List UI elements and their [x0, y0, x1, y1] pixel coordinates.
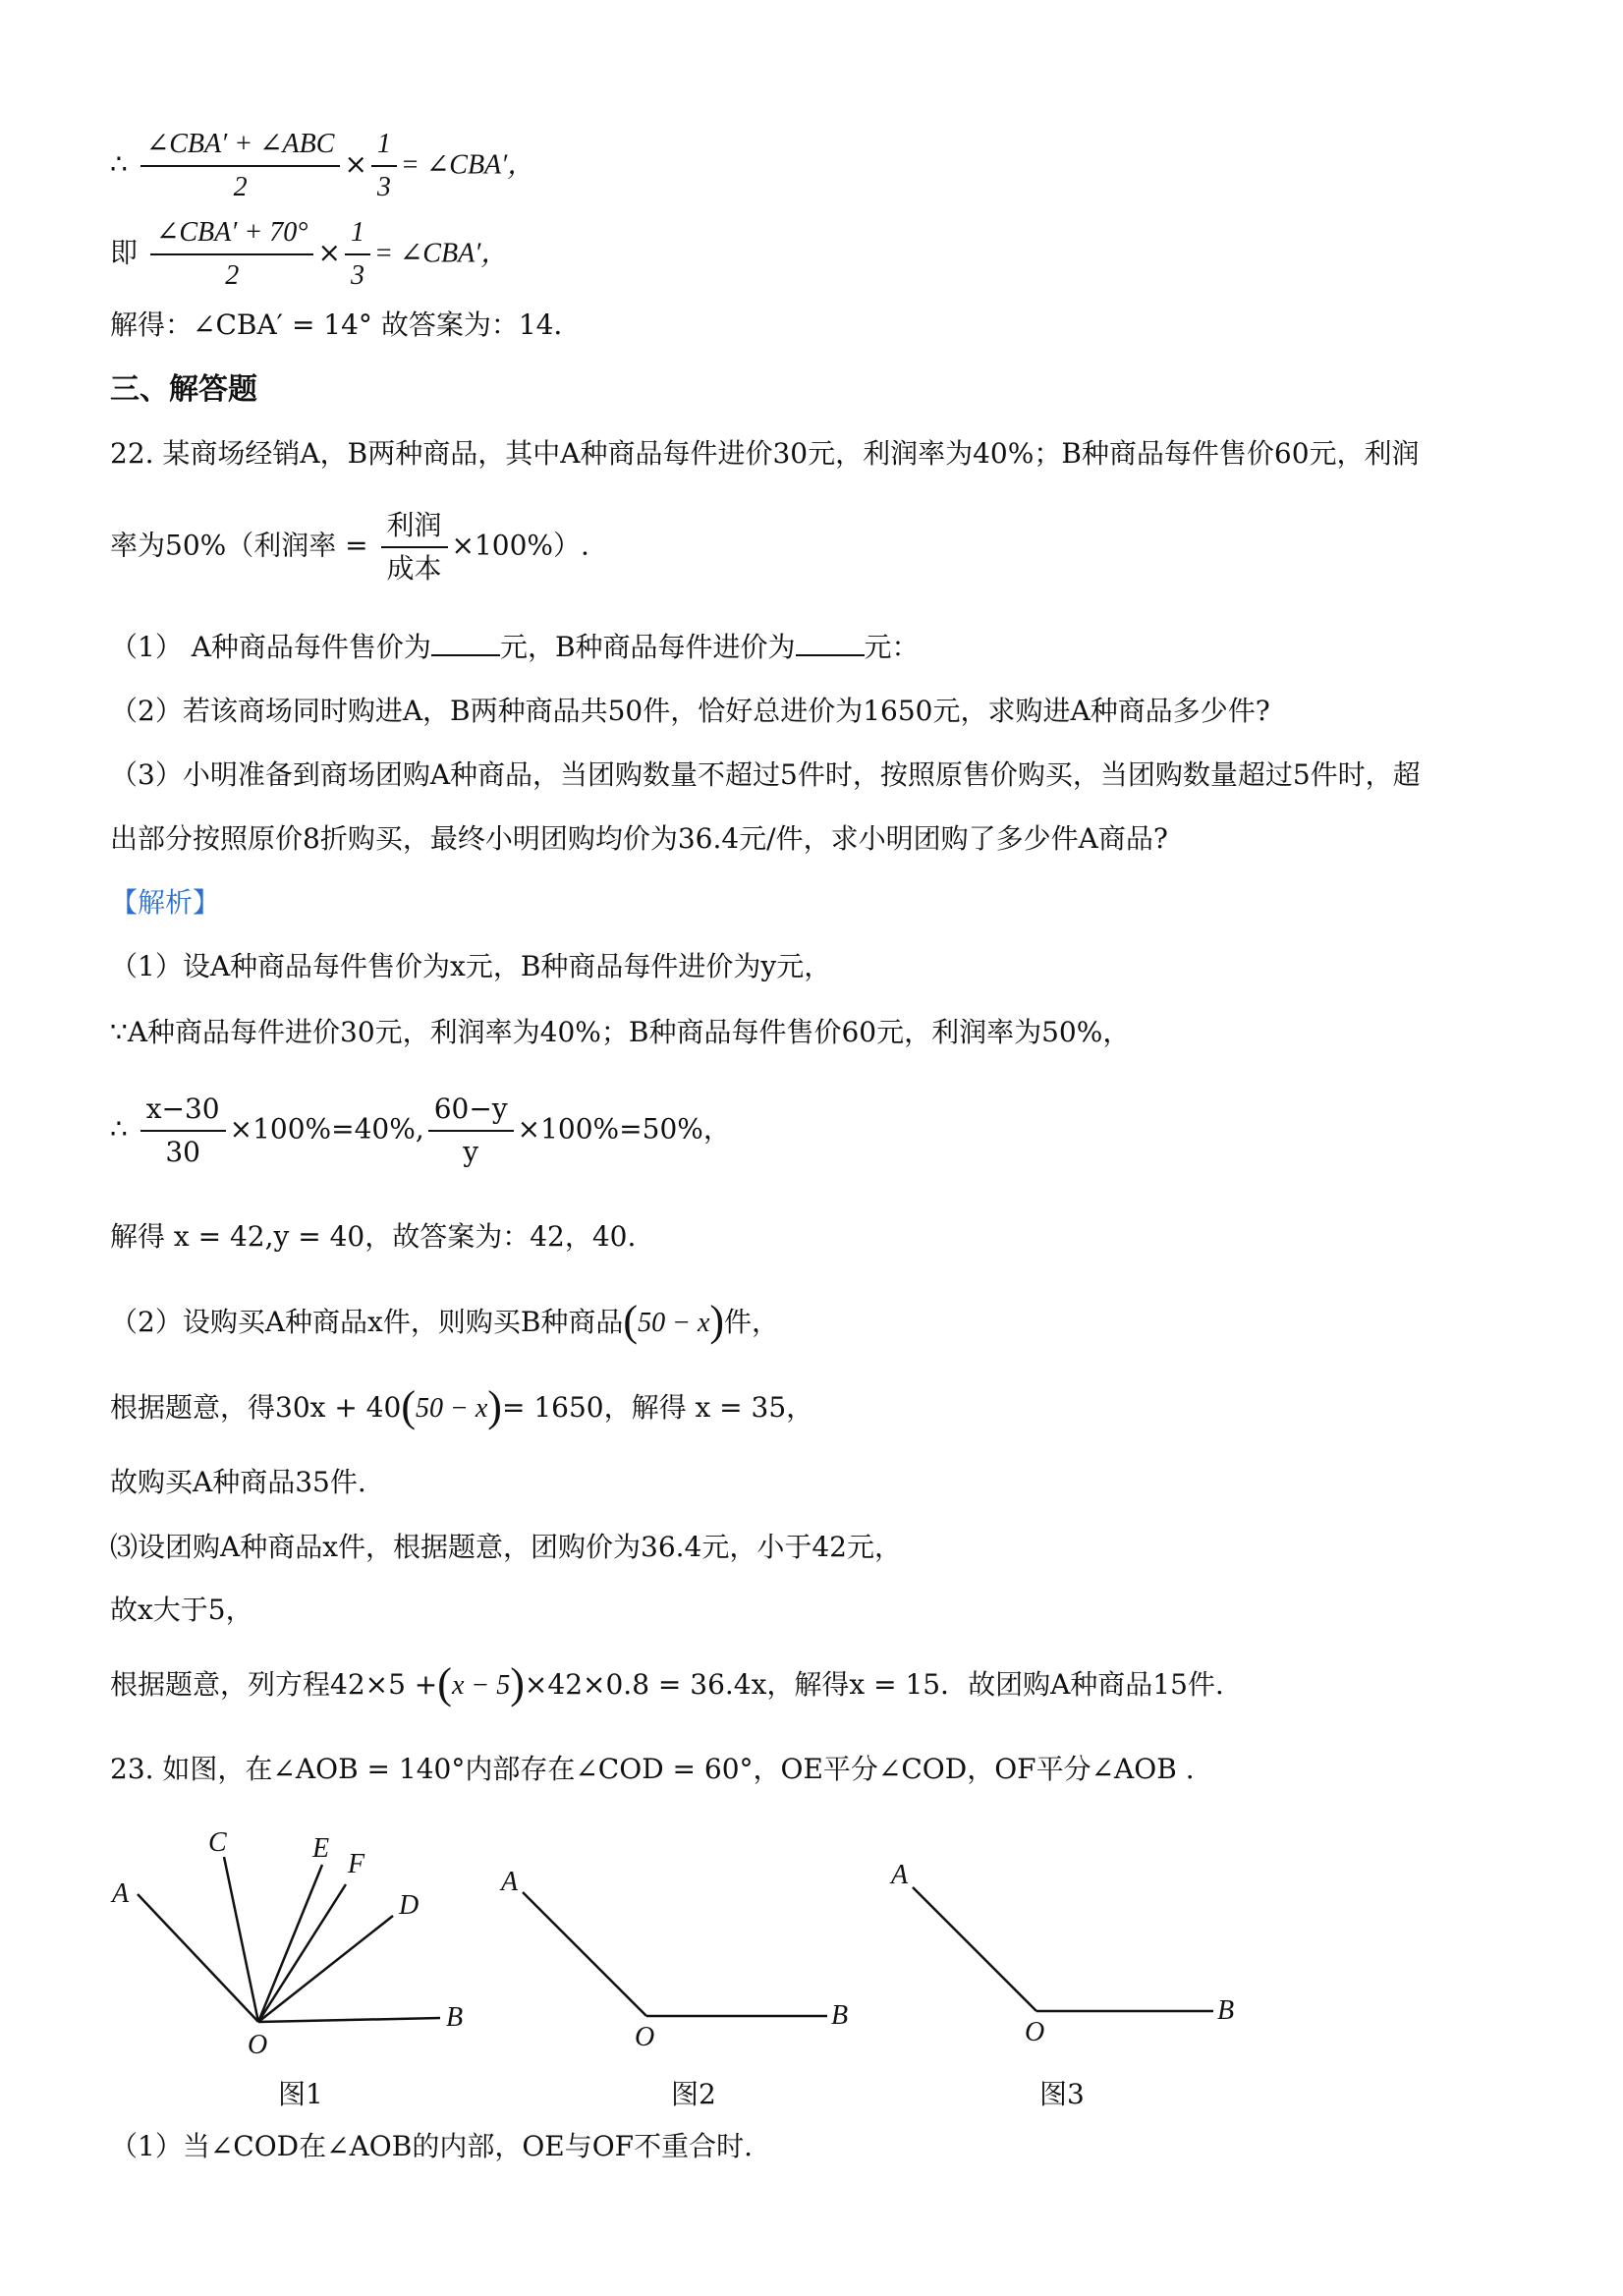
solution-3-line-3: 根据题意，列方程42×5 +(x − 5)×42×0.8 = 36.4x，解得x = 15．故团购A种商品15件.	[110, 1659, 1224, 1708]
label-b: B	[831, 2000, 849, 2031]
text-segment: 件，	[724, 1306, 780, 1338]
fraction	[140, 1091, 226, 1171]
solution-1-equations	[110, 1091, 731, 1171]
numerator: 60−y	[428, 1091, 514, 1132]
numerator: ∠CBA′ + 70°	[150, 214, 314, 255]
expression: x − 5	[451, 1670, 511, 1701]
expression: 50 − x	[415, 1393, 488, 1424]
text-segment: 根据题意，列方程42×5 +	[110, 1668, 438, 1701]
figure-3	[879, 1842, 1272, 2048]
equation-line-2: 即 $\frac{\text{∠CBA′ + 70°}}{2}$ × $\frac{1}{3}$ = ∠CBA′，	[110, 214, 508, 295]
question-22-part-3-line-1: （3）小明准备到商场团购A种商品，当团购数量不超过5件时，按照原售价购买，当团购数量超过5件时，超	[110, 758, 1421, 791]
numerator: 利润	[381, 507, 448, 548]
figure-1-caption: 图1	[278, 2078, 323, 2110]
fraction	[140, 126, 341, 206]
ray-oe	[258, 1865, 322, 2022]
label-o: O	[248, 2030, 268, 2060]
solution-2-line-1: （2）设购买A种商品x件，则购买B种商品(50 − x)件，	[110, 1297, 780, 1345]
label-c: C	[208, 1827, 227, 1858]
text-segment: ×42×0.8 = 36.4x，解得x = 15．故团购A种商品15件.	[524, 1668, 1224, 1701]
ray-oa	[523, 1892, 646, 2016]
question-22-part-2: （2）若该商场同时购进A，B两种商品共50件，恰好总进价为1650元，求购进A种商品多少件?	[110, 695, 1270, 727]
label-b: B	[446, 2002, 464, 2033]
figure-3-caption: 图3	[1039, 2078, 1085, 2110]
line-lead: ∴	[110, 1112, 128, 1146]
solution-2-line-3: 故购买A种商品35件.	[110, 1466, 366, 1498]
answer-line: 解得：∠CBA′ = 14° 故答案为：14．	[110, 308, 582, 341]
equation-line-1: ∴ $\frac{\text{∠CBA′ + ∠ABC}}{2}$ × $\frac{1}{3}$ = ∠CBA′，	[110, 126, 534, 206]
numerator: 1	[345, 214, 370, 255]
solution-1-line-2: ∵A种商品每件进价30元，利润率为40%；B种商品每件售价60元，利润率为50%，	[110, 1016, 1131, 1048]
equation-tail: = ∠CBA′，	[373, 238, 509, 269]
label-o: O	[635, 2022, 655, 2052]
denominator: 2	[233, 172, 248, 202]
solution-1-line-1: （1）设A种商品每件售价为x元，B种商品每件进价为y元，	[110, 950, 832, 982]
label-o: O	[1025, 2017, 1045, 2047]
figure-1	[98, 1808, 491, 2063]
ray-ob	[258, 2018, 440, 2022]
question-23-part-1: （1）当∠COD在∠AOB的内部，OE与OF不重合时.	[110, 2130, 753, 2162]
question-23: 23. 如图，在∠AOB = 140°内部存在∠COD = 60°，OE平分∠COD，OF平分∠AOB .	[110, 1753, 1195, 1785]
ray-od	[258, 1916, 393, 2022]
line-lead: 即	[110, 236, 139, 269]
expression: 50 − x	[638, 1308, 710, 1338]
question-22-part-1	[110, 629, 920, 666]
fraction	[150, 214, 314, 295]
answer-blank	[431, 631, 500, 656]
denominator: y	[463, 1136, 479, 1168]
figure-2	[491, 1847, 884, 2053]
denominator: 30	[165, 1136, 200, 1168]
text-segment: 元，B种商品每件进价为	[499, 631, 796, 663]
numerator: 1	[371, 126, 397, 167]
label-a: A	[891, 1860, 909, 1890]
denominator: 3	[350, 260, 364, 291]
ray-oa	[913, 1887, 1036, 2011]
label-a: A	[501, 1867, 519, 1897]
question-22-part-3-line-2: 出部分按照原价8折购买，最终小明团购均价为36.4元/件，求小明团购了多少件A商品?	[110, 822, 1168, 855]
section-heading: 三、解答题	[110, 372, 257, 407]
text-segment: ×100%=40%,	[229, 1112, 424, 1146]
line-lead: 率为50%（利润率 =	[110, 529, 368, 562]
solution-1-result: 解得 x = 42,y = 40，故答案为：42，40.	[110, 1220, 637, 1253]
ray-oc	[224, 1857, 258, 2022]
denominator: 成本	[386, 552, 442, 585]
text-segment: 根据题意，得30x + 40	[110, 1391, 402, 1424]
question-22-line-2	[110, 507, 589, 588]
text-segment: ×100%=50%，	[517, 1112, 731, 1146]
text-segment: = 1650，解得 x = 35，	[501, 1391, 814, 1424]
numerator: x−30	[140, 1091, 226, 1132]
figure-2-caption: 图2	[671, 2078, 716, 2110]
denominator: 2	[225, 260, 240, 291]
analysis-label: 【解析】	[110, 886, 221, 919]
text-segment: （1） A种商品每件售价为	[110, 631, 431, 663]
equation-tail: = ∠CBA′，	[400, 149, 535, 181]
fraction-one-third	[371, 126, 397, 206]
label-f: F	[348, 1849, 365, 1879]
line-tail: ×100%）.	[451, 529, 589, 562]
denominator: 3	[376, 172, 391, 202]
ray-of	[258, 1884, 346, 2022]
ray-oa	[138, 1894, 258, 2022]
label-d: D	[399, 1890, 420, 1921]
solution-3-line-1: ⑶设团购A种商品x件，根据题意，团购价为36.4元，小于42元，	[110, 1531, 902, 1563]
question-22-line-1: 22. 某商场经销A，B两种商品，其中A种商品每件进价30元，利润率为40%；B种商品每件售价60元，利润	[110, 437, 1420, 470]
text-segment: （2）设购买A种商品x件，则购买B种商品	[110, 1306, 624, 1338]
solution-2-line-2: 根据题意，得30x + 40(50 − x)= 1650，解得 x = 35，	[110, 1382, 814, 1430]
label-e: E	[312, 1833, 330, 1864]
text-segment: 元：	[864, 631, 920, 663]
profit-rate-fraction	[381, 507, 448, 588]
answer-blank	[796, 631, 865, 656]
fraction	[428, 1091, 514, 1171]
label-a: A	[112, 1878, 130, 1909]
label-b: B	[1217, 1995, 1235, 2026]
solution-3-line-2: 故x大于5，	[110, 1594, 253, 1626]
numerator: ∠CBA′ + ∠ABC	[140, 126, 341, 167]
fraction-one-third	[345, 214, 370, 295]
